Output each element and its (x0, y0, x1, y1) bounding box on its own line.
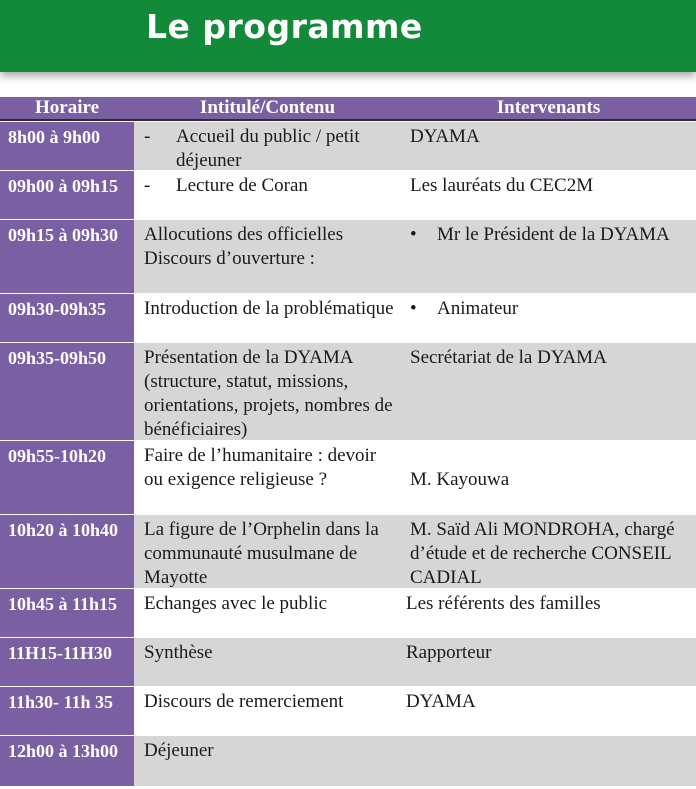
intitule-cell: - Accueil du public / petit déjeuner (134, 122, 401, 170)
table-header (0, 97, 696, 121)
table-row (0, 440, 696, 514)
schedule-table (0, 97, 696, 786)
intervenants-cell (401, 736, 696, 786)
intervenants-cell: DYAMA (401, 122, 696, 170)
intitule-cell: Discours de remerciement (134, 687, 401, 735)
intervenants-cell: M. Kayouwa (401, 441, 696, 514)
time-cell: 11h30- 11h 35 (0, 687, 134, 735)
table-row (0, 735, 696, 786)
table-row (0, 219, 696, 293)
time-cell: 10h45 à 11h15 (0, 589, 134, 637)
header-intitule: Intitulé/Contenu (199, 97, 336, 118)
intitule-cell: Introduction de la problématique (134, 294, 401, 342)
intitule-cell: Synthèse (134, 638, 401, 686)
header-intervenants: Intervenants (496, 97, 601, 118)
table-row (0, 121, 696, 170)
intervenants-cell: Rapporteur (401, 638, 696, 686)
intervenants-cell: Les lauréats du CEC2M (401, 171, 696, 219)
intervenants-cell: • Animateur (401, 294, 696, 342)
table-row (0, 293, 696, 342)
intitule-cell: Echanges avec le public (134, 589, 401, 637)
table-row (0, 637, 696, 686)
intervenants-cell: Secrétariat de la DYAMA (401, 343, 696, 440)
table-row (0, 686, 696, 735)
intervenants-cell: Les référents des familles (401, 589, 696, 637)
title-banner (0, 0, 696, 72)
time-cell: 8h00 à 9h00 (0, 122, 134, 170)
intitule-cell: Faire de l’humanitaire : devoir ou exigence religieuse ? (134, 441, 401, 514)
time-cell: 09h15 à 09h30 (0, 220, 134, 293)
intitule-cell: La figure de l’Orphelin dans la communauté musulmane de Mayotte (134, 515, 401, 588)
table-row (0, 170, 696, 219)
header-horaire: Horaire (34, 97, 99, 118)
time-cell: 09h35-09h50 (0, 343, 134, 440)
time-cell: 10h20 à 10h40 (0, 515, 134, 588)
intitule-cell: Allocutions des officielles Discours d’ouverture : (134, 220, 401, 293)
intervenants-cell: DYAMA (401, 687, 696, 735)
time-cell: 11H15-11H30 (0, 638, 134, 686)
page-title: Le programme (146, 7, 423, 46)
intitule-cell: Déjeuner (134, 736, 401, 786)
time-cell: 09h55-10h20 (0, 441, 134, 514)
table-row (0, 588, 696, 637)
table-row (0, 514, 696, 588)
intervenants-cell: • Mr le Président de la DYAMA (401, 220, 696, 293)
intervenants-cell: M. Saïd Ali MONDROHA, chargé d’étude et de recherche CONSEIL CADIAL (401, 515, 696, 588)
time-cell: 12h00 à 13h00 (0, 736, 134, 786)
time-cell: 09h00 à 09h15 (0, 171, 134, 219)
time-cell: 09h30-09h35 (0, 294, 134, 342)
intitule-cell: - Lecture de Coran (134, 171, 401, 219)
intitule-cell: Présentation de la DYAMA (structure, statut, missions, orientations, projets, nombres de bénéficiaires) (134, 343, 401, 440)
table-row (0, 342, 696, 440)
